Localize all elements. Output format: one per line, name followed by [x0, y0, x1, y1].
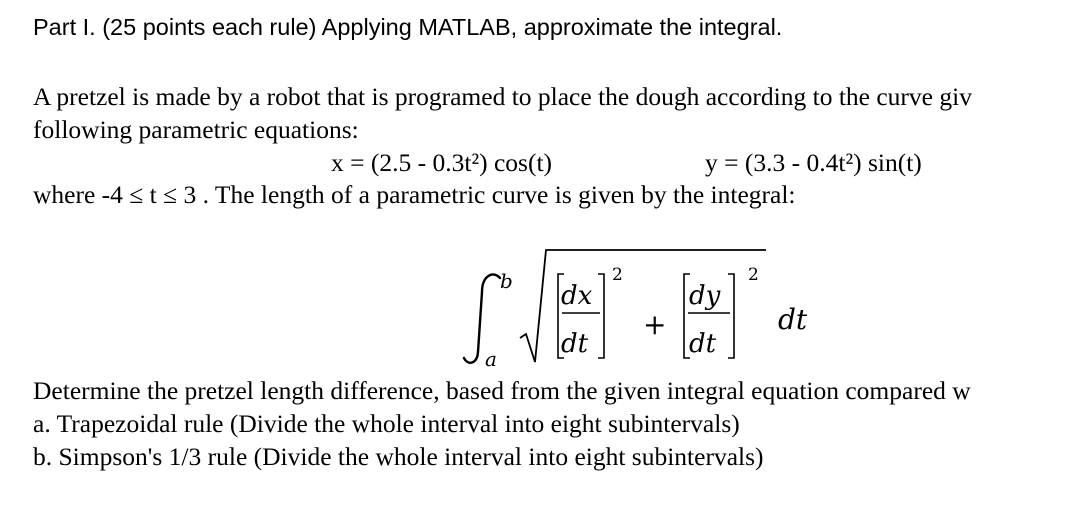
- upper-limit: b: [500, 269, 513, 293]
- exponent-1: 2: [612, 265, 623, 285]
- differential-dt: dt: [778, 303, 808, 336]
- arc-length-integral: [460, 240, 830, 375]
- intro-line-1: A pretzel is made by a robot that is programed to place the dough according to the curve giv: [33, 82, 972, 111]
- right-bracket-1: [598, 274, 604, 358]
- item-a-trapezoidal: a. Trapezoidal rule (Divide the whole interval into eight subintervals): [33, 409, 740, 438]
- equation-y: y = (3.3 - 0.4t²) sin(t): [705, 148, 922, 177]
- determine-line: Determine the pretzel length difference, based from the given integral equation compared w: [33, 376, 971, 405]
- dt-denominator-1: dt: [561, 329, 589, 359]
- right-bracket-2: [728, 274, 734, 358]
- square-root-icon: [520, 250, 766, 362]
- exponent-2: 2: [748, 265, 759, 285]
- lower-limit: a: [485, 347, 497, 370]
- page-heading: Part I. (25 points each rule) Applying MATLAB, approximate the integral.: [33, 14, 783, 40]
- dt-denominator-2: dt: [689, 329, 717, 359]
- dx-numerator: dx: [561, 281, 593, 311]
- dy-numerator: dy: [689, 281, 721, 311]
- where-line: where -4 ≤ t ≤ 3 . The length of a parametric curve is given by the integral:: [33, 180, 796, 209]
- plus-sign: +: [643, 308, 667, 341]
- integral-svg: [460, 240, 830, 370]
- equation-x: x = (2.5 - 0.3t²) cos(t): [331, 148, 553, 177]
- item-b-simpson: b. Simpson's 1/3 rule (Divide the whole interval into eight subintervals): [33, 442, 764, 471]
- intro-line-2: following parametric equations:: [33, 115, 359, 144]
